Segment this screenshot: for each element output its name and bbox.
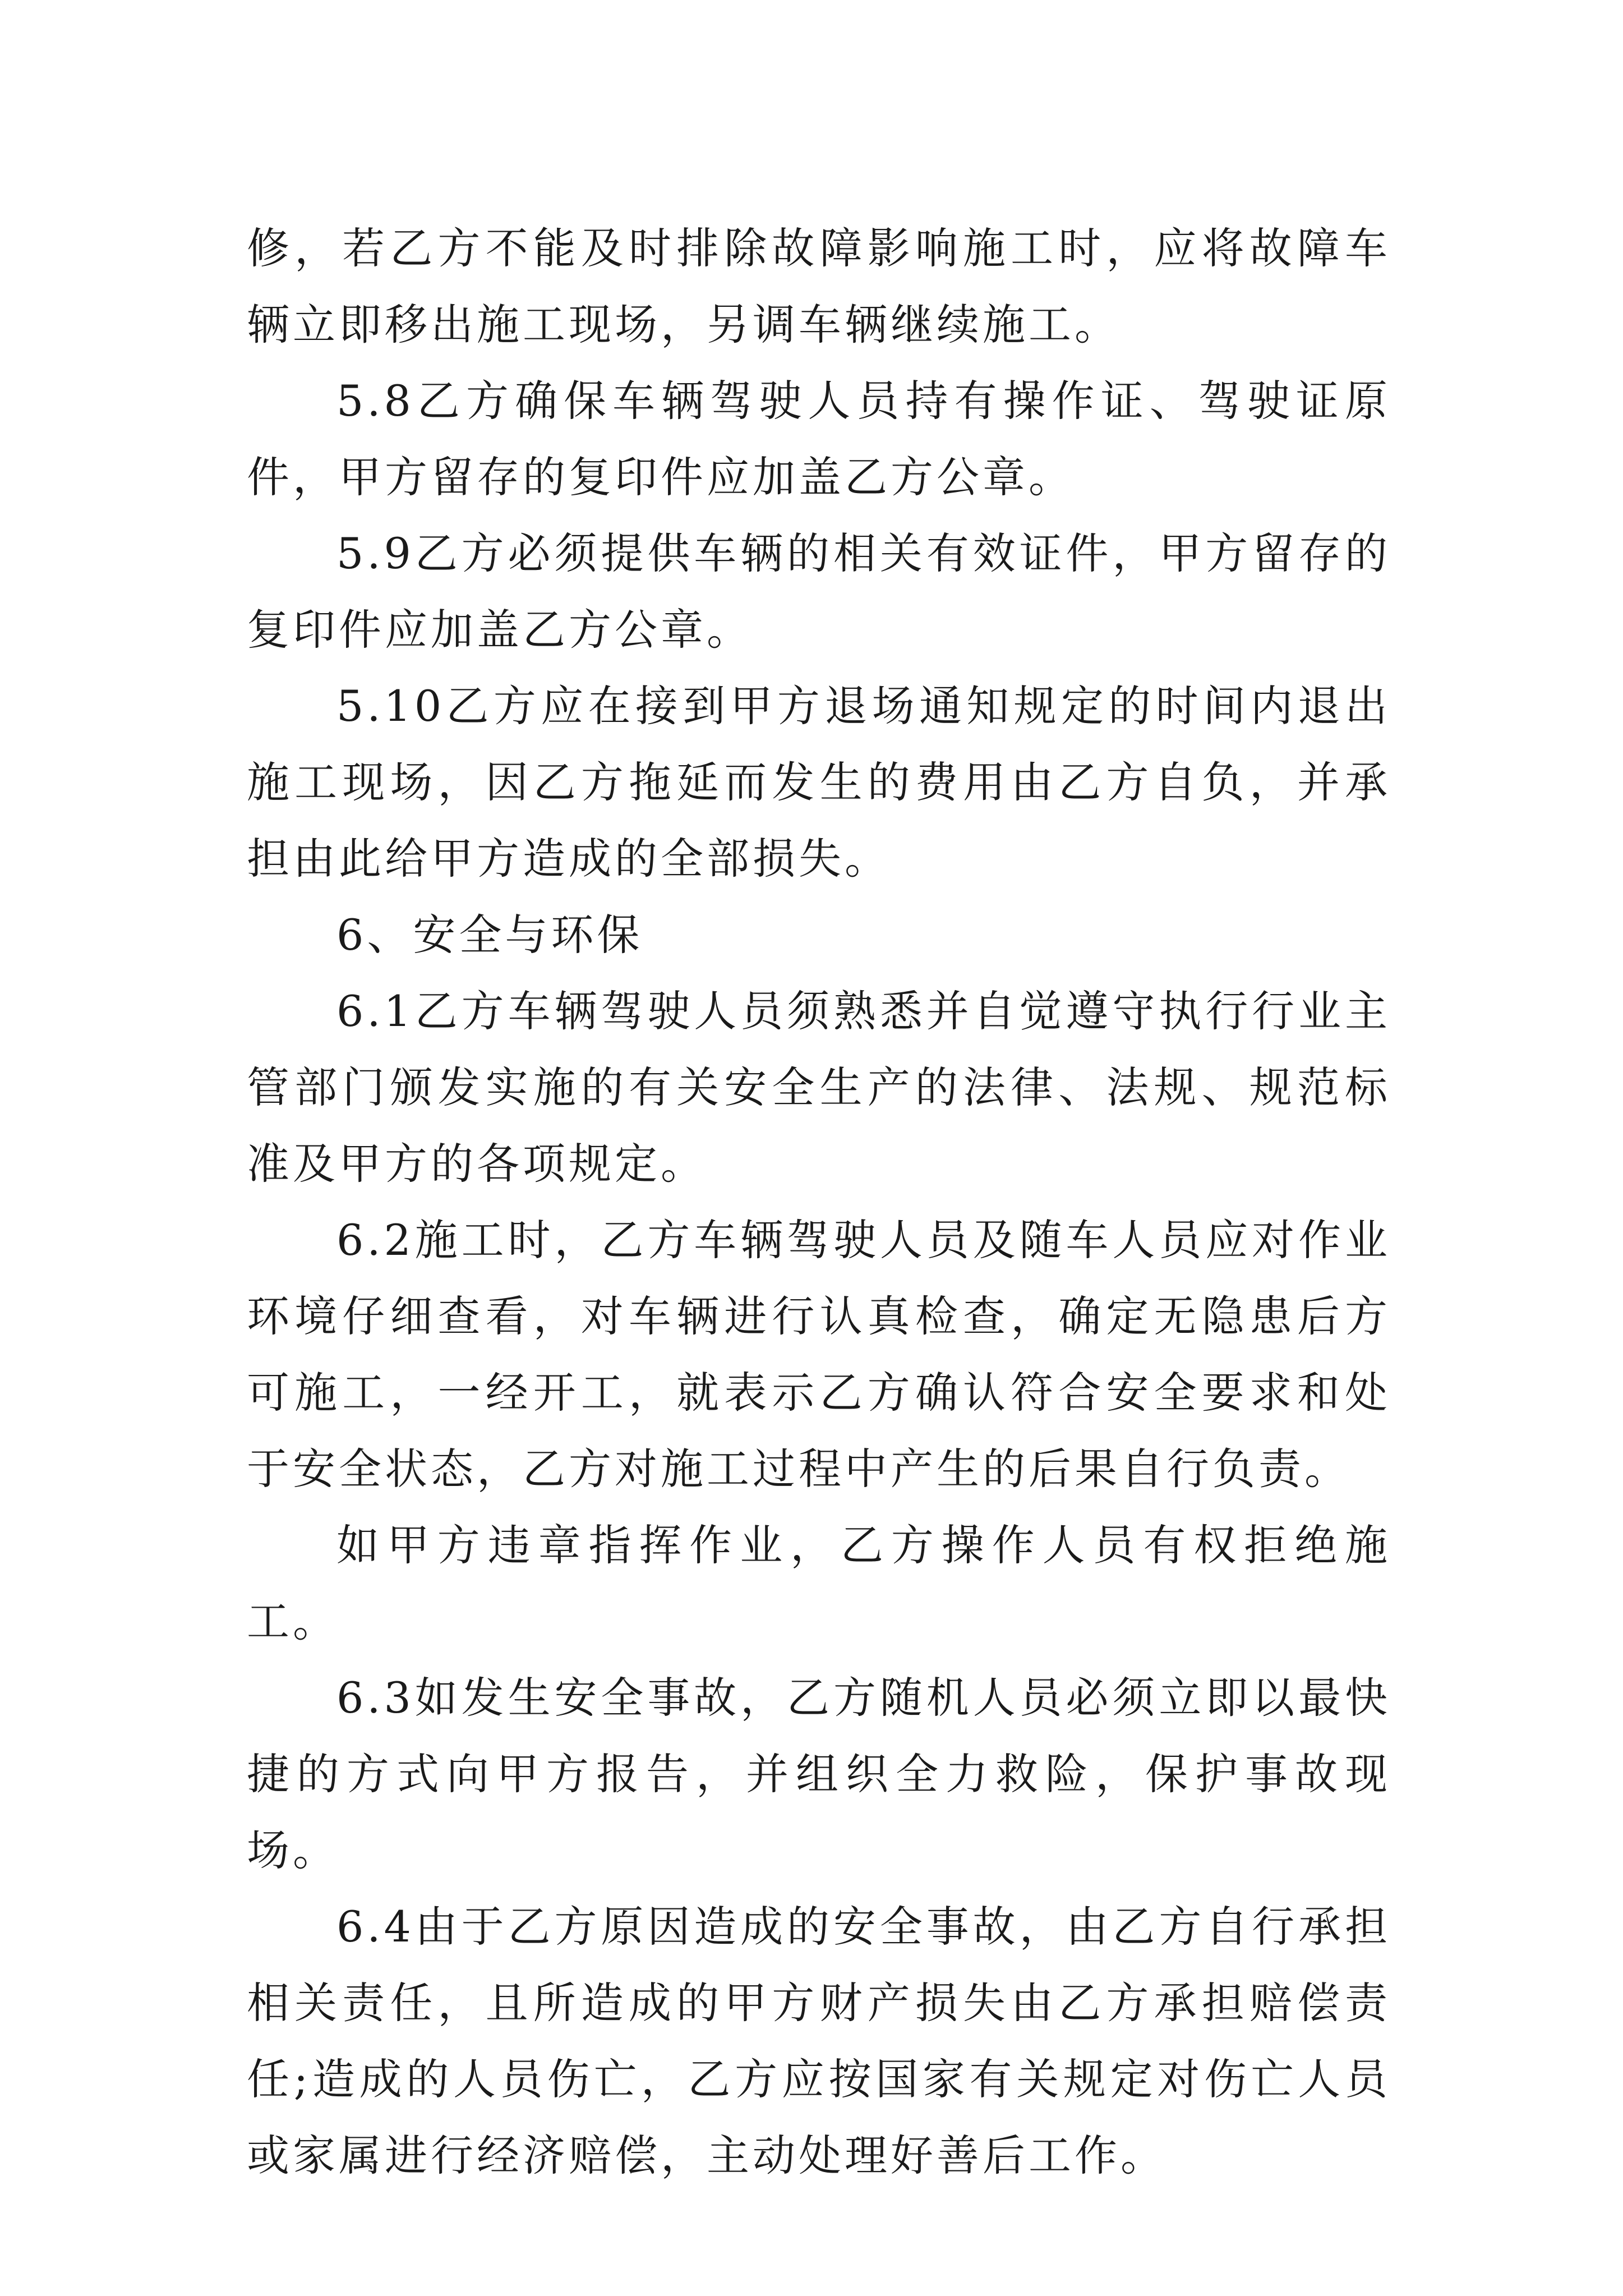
section-heading-6: 6、安全与环保 [336, 910, 643, 960]
paragraph-5-8: 5.8乙方确保车辆驾驶人员持有操作证、驾驶证原件，甲方留存的复印件应加盖乙方公章。 [247, 376, 1391, 502]
paragraph-6-2: 6.2施工时，乙方车辆驾驶人员及随车人员应对作业环境仔细查看，对车辆进行认真检查，确定无隐患后方可施工，一经开工，就表示乙方确认符合安全要求和处于安全状态，乙方对施工过程中产生的后果自行负责。 [247, 1215, 1391, 1494]
paragraph-6-4: 6.4由于乙方原因造成的安全事故，由乙方自行承担相关责任，且所造成的甲方财产损失由乙方承担赔偿责任;造成的人员伤亡，乙方应按国家有关规定对伤亡人员或家属进行经济赔偿，主动处理好善后工作。 [247, 1902, 1391, 2180]
paragraph-6-2-supplement: 如甲方违章指挥作业，乙方操作人员有权拒绝施工。 [247, 1520, 1391, 1646]
paragraph-continuation: 修，若乙方不能及时排除故障影响施工时，应将故障车辆立即移出施工现场，另调车辆继续施工。 [247, 223, 1391, 349]
paragraph-6-3: 6.3如发生安全事故，乙方随机人员必须立即以最快捷的方式向甲方报告，并组织全力救险，保护事故现场。 [247, 1673, 1391, 1875]
paragraph-5-10: 5.10乙方应在接到甲方退场通知规定的时间内退出施工现场，因乙方拖延而发生的费用由乙方自负，并承担由此给甲方造成的全部损失。 [247, 681, 1391, 884]
paragraph-6-1: 6.1乙方车辆驾驶人员须熟悉并自觉遵守执行行业主管部门颁发实施的有关安全生产的法律、法规、规范标准及甲方的各项规定。 [247, 986, 1391, 1189]
paragraph-5-9: 5.9乙方必须提供车辆的相关有效证件，甲方留存的复印件应加盖乙方公章。 [247, 528, 1391, 655]
document-body [247, 210, 1391, 2194]
